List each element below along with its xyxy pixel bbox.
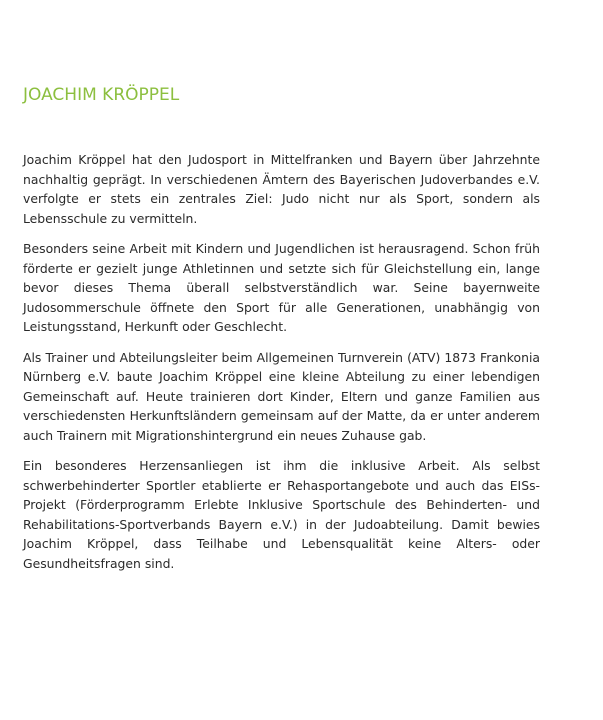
paragraph-2: Besonders seine Arbeit mit Kindern und Jugendlichen ist herausragend. Schon früh förderte er gezielt junge Athletinnen und setzte sich für Gleichstellung ein, lange bevor dieses Thema überall selbstverständlich war. Seine bayernweite Judosommerschule öffnete den Sport für alle Generationen, unabhängig von Leistungsstand, Herkunft oder Geschlecht. [23,241,540,334]
page-title: JOACHIM KRÖPPEL [23,85,180,105]
paragraph-3: Als Trainer und Abteilungsleiter beim Allgemeinen Turnverein (ATV) 1873 Frankonia Nürnberg e.V. baute Joachim Kröppel eine kleine Abteilung zu einer lebendigen Gemeinschaft auf. Heute trainieren dort Kinder, Eltern und ganze Familien aus verschiedensten Herkunftsländern gemeinsam auf der Matte, da er unter anderem auch Trainern mit Migrationshintergrund ein neues Zuhause gab. [23,349,540,443]
paragraph-1: Joachim Kröppel hat den Judosport in Mittelfranken und Bayern über Jahrzehnte nachhaltig geprägt. In verschiedenen Ämtern des Bayerischen Judoverbandes e.V. verfolgte er stets ein zentrales Ziel: Judo nicht nur als Sport, sondern als Lebensschule zu vermitteln. [23,152,540,226]
paragraph-4: Ein besonderes Herzensanliegen ist ihm die inklusive Arbeit. Als selbst schwerbehinderter Sportler etablierte er Rehasportangebote und auch das EISs-Projekt (Förderprogramm Erlebte Inklusive Sportschule des Behinderten- und Rehabilitations-Sportverbands Bayern e.V.) in der Judoabteilung. Damit bewies Joachim Kröppel, dass Teilhabe und Lebensqualität keine Alters- oder Gesundheitsfragen sind. [23,458,540,571]
body-text [23,150,540,584]
